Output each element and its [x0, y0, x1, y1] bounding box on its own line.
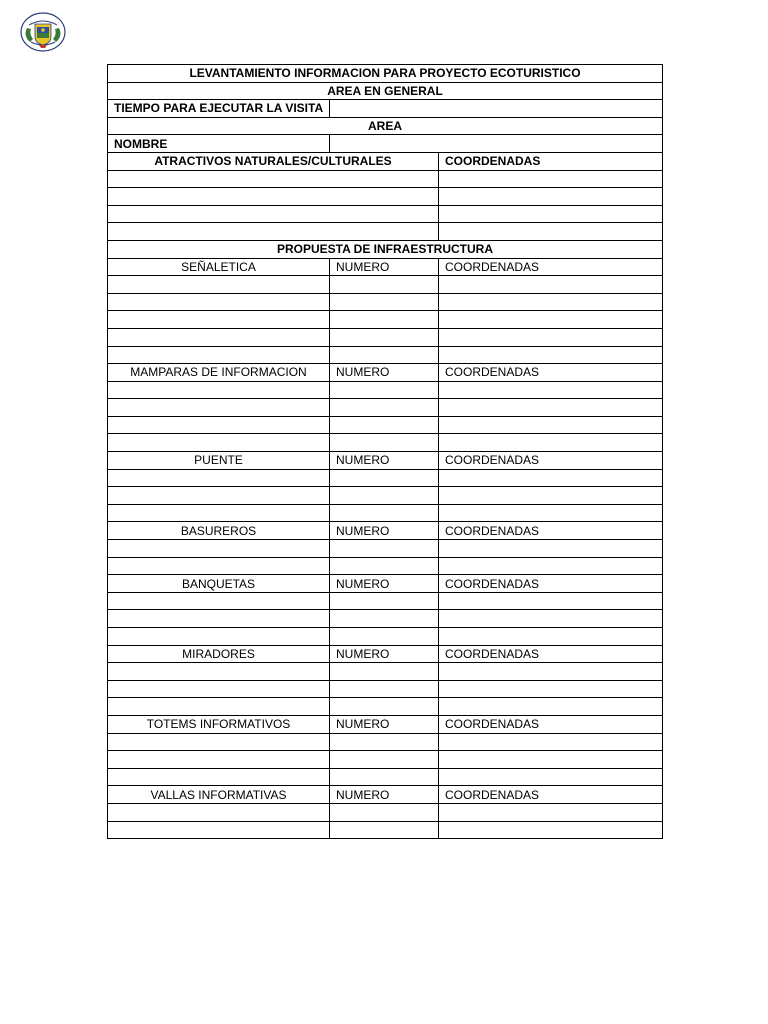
- coordenadas-header: COORDENADAS: [439, 452, 663, 470]
- numero-cell[interactable]: [330, 346, 439, 364]
- propuesta-heading: PROPUESTA DE INFRAESTRUCTURA: [108, 240, 663, 258]
- section-name: MIRADORES: [108, 645, 330, 663]
- section-header-row: [108, 645, 663, 663]
- section-entry-row: [108, 328, 663, 346]
- section-name: SEÑALETICA: [108, 258, 330, 276]
- item-cell[interactable]: [108, 487, 330, 505]
- section-entry-row: [108, 346, 663, 364]
- numero-cell[interactable]: [330, 311, 439, 329]
- coordenadas-cell[interactable]: [439, 540, 663, 558]
- coordenadas-cell[interactable]: [439, 346, 663, 364]
- numero-cell[interactable]: [330, 557, 439, 575]
- section-entry-row: [108, 821, 663, 839]
- tiempo-field[interactable]: [330, 100, 663, 118]
- item-cell[interactable]: [108, 416, 330, 434]
- section-entry-row: [108, 469, 663, 487]
- coordenadas-cell[interactable]: [439, 698, 663, 716]
- numero-header: NUMERO: [330, 452, 439, 470]
- section-entry-row: [108, 540, 663, 558]
- item-cell[interactable]: [108, 698, 330, 716]
- seal-logo: [20, 12, 66, 52]
- section-entry-row: [108, 768, 663, 786]
- section-entry-row: [108, 592, 663, 610]
- numero-header: NUMERO: [330, 364, 439, 382]
- atractivos-row: [108, 223, 663, 241]
- nombre-field[interactable]: [330, 135, 663, 153]
- numero-cell[interactable]: [330, 680, 439, 698]
- section-header-row: [108, 522, 663, 540]
- item-cell[interactable]: [108, 803, 330, 821]
- item-cell[interactable]: [108, 592, 330, 610]
- numero-cell[interactable]: [330, 293, 439, 311]
- item-cell[interactable]: [108, 557, 330, 575]
- numero-cell[interactable]: [330, 469, 439, 487]
- item-cell[interactable]: [108, 381, 330, 399]
- numero-header: NUMERO: [330, 522, 439, 540]
- coordenadas-cell[interactable]: [439, 768, 663, 786]
- atractivo-cell[interactable]: [108, 223, 439, 241]
- section-name: BASUREROS: [108, 522, 330, 540]
- survey-form-table: [107, 64, 663, 839]
- section-entry-row: [108, 276, 663, 294]
- section-name: VALLAS INFORMATIVAS: [108, 786, 330, 804]
- item-cell[interactable]: [108, 540, 330, 558]
- numero-cell[interactable]: [330, 328, 439, 346]
- numero-cell[interactable]: [330, 821, 439, 839]
- item-cell[interactable]: [108, 311, 330, 329]
- tiempo-label: TIEMPO PARA EJECUTAR LA VISITA: [108, 100, 330, 118]
- section-entry-row: [108, 399, 663, 417]
- coordenadas-header: COORDENADAS: [439, 364, 663, 382]
- coordenadas-cell[interactable]: [439, 803, 663, 821]
- coordenadas-cell[interactable]: [439, 434, 663, 452]
- section-entry-row: [108, 680, 663, 698]
- numero-header: NUMERO: [330, 575, 439, 593]
- form-title: LEVANTAMIENTO INFORMACION PARA PROYECTO ECOTURISTICO: [108, 65, 663, 83]
- section-entry-row: [108, 311, 663, 329]
- section-entry-row: [108, 698, 663, 716]
- item-cell[interactable]: [108, 751, 330, 769]
- coordenadas-cell[interactable]: [439, 416, 663, 434]
- numero-cell[interactable]: [330, 803, 439, 821]
- atractivos-header: ATRACTIVOS NATURALES/CULTURALES: [108, 152, 439, 170]
- section-entry-row: [108, 663, 663, 681]
- coordenadas-cell[interactable]: [439, 223, 663, 241]
- coordenadas-cell[interactable]: [439, 328, 663, 346]
- atractivo-cell[interactable]: [108, 170, 439, 188]
- coordenadas-cell[interactable]: [439, 381, 663, 399]
- item-cell[interactable]: [108, 346, 330, 364]
- numero-cell[interactable]: [330, 276, 439, 294]
- section-name: PUENTE: [108, 452, 330, 470]
- numero-header: NUMERO: [330, 715, 439, 733]
- numero-cell[interactable]: [330, 768, 439, 786]
- coordenadas-cell[interactable]: [439, 610, 663, 628]
- coordenadas-header: COORDENADAS: [439, 522, 663, 540]
- nombre-label: NOMBRE: [108, 135, 330, 153]
- section-entry-row: [108, 504, 663, 522]
- section-header-row: [108, 715, 663, 733]
- item-cell[interactable]: [108, 276, 330, 294]
- section-header-row: [108, 786, 663, 804]
- coordenadas-cell[interactable]: [439, 504, 663, 522]
- coordenadas-cell[interactable]: [439, 487, 663, 505]
- coordenadas-cell[interactable]: [439, 469, 663, 487]
- item-cell[interactable]: [108, 504, 330, 522]
- section-entry-row: [108, 434, 663, 452]
- numero-cell[interactable]: [330, 434, 439, 452]
- area-general-heading: AREA EN GENERAL: [108, 82, 663, 100]
- item-cell[interactable]: [108, 399, 330, 417]
- section-name: TOTEMS INFORMATIVOS: [108, 715, 330, 733]
- coordenadas-header: COORDENADAS: [439, 786, 663, 804]
- item-cell[interactable]: [108, 628, 330, 646]
- numero-cell[interactable]: [330, 399, 439, 417]
- item-cell[interactable]: [108, 469, 330, 487]
- section-entry-row: [108, 416, 663, 434]
- coordenadas-cell[interactable]: [439, 663, 663, 681]
- numero-cell[interactable]: [330, 698, 439, 716]
- numero-cell[interactable]: [330, 540, 439, 558]
- section-name: MAMPARAS DE INFORMACION: [108, 364, 330, 382]
- numero-cell[interactable]: [330, 487, 439, 505]
- atractivo-cell[interactable]: [108, 188, 439, 206]
- coordenadas-cell[interactable]: [439, 821, 663, 839]
- atractivo-cell[interactable]: [108, 205, 439, 223]
- coordenadas-header: COORDENADAS: [439, 258, 663, 276]
- area-heading: AREA: [108, 117, 663, 135]
- coordenadas-cell[interactable]: [439, 557, 663, 575]
- section-header-row: [108, 452, 663, 470]
- coordenadas-cell[interactable]: [439, 188, 663, 206]
- coordenadas-header: COORDENADAS: [439, 645, 663, 663]
- item-cell[interactable]: [108, 293, 330, 311]
- numero-cell[interactable]: [330, 610, 439, 628]
- coordenadas-cell[interactable]: [439, 311, 663, 329]
- coordenadas-cell[interactable]: [439, 170, 663, 188]
- coordenadas-cell[interactable]: [439, 751, 663, 769]
- atractivos-row: [108, 170, 663, 188]
- coordenadas-header: COORDENADAS: [439, 715, 663, 733]
- numero-cell[interactable]: [330, 751, 439, 769]
- section-entry-row: [108, 610, 663, 628]
- section-entry-row: [108, 733, 663, 751]
- coordenadas-cell[interactable]: [439, 628, 663, 646]
- item-cell[interactable]: [108, 680, 330, 698]
- item-cell[interactable]: [108, 768, 330, 786]
- coordenadas-cell[interactable]: [439, 733, 663, 751]
- section-entry-row: [108, 803, 663, 821]
- item-cell[interactable]: [108, 434, 330, 452]
- section-entry-row: [108, 557, 663, 575]
- section-header-row: [108, 258, 663, 276]
- numero-cell[interactable]: [330, 592, 439, 610]
- numero-cell[interactable]: [330, 663, 439, 681]
- numero-cell[interactable]: [330, 628, 439, 646]
- section-name: BANQUETAS: [108, 575, 330, 593]
- coordenadas-cell[interactable]: [439, 680, 663, 698]
- item-cell[interactable]: [108, 328, 330, 346]
- coordenadas-cell[interactable]: [439, 592, 663, 610]
- numero-cell[interactable]: [330, 733, 439, 751]
- numero-header: NUMERO: [330, 786, 439, 804]
- coordenadas-cell[interactable]: [439, 276, 663, 294]
- numero-header: NUMERO: [330, 258, 439, 276]
- section-entry-row: [108, 628, 663, 646]
- numero-cell[interactable]: [330, 416, 439, 434]
- coordenadas-cell[interactable]: [439, 205, 663, 223]
- numero-header: NUMERO: [330, 645, 439, 663]
- section-entry-row: [108, 487, 663, 505]
- coordenadas-header: COORDENADAS: [439, 575, 663, 593]
- coordenadas-cell[interactable]: [439, 399, 663, 417]
- section-entry-row: [108, 293, 663, 311]
- item-cell[interactable]: [108, 663, 330, 681]
- section-header-row: [108, 364, 663, 382]
- section-entry-row: [108, 751, 663, 769]
- atractivos-coordenadas-header: COORDENADAS: [439, 152, 663, 170]
- item-cell[interactable]: [108, 733, 330, 751]
- coordenadas-cell[interactable]: [439, 293, 663, 311]
- numero-cell[interactable]: [330, 504, 439, 522]
- atractivos-row: [108, 205, 663, 223]
- numero-cell[interactable]: [330, 381, 439, 399]
- section-entry-row: [108, 381, 663, 399]
- item-cell[interactable]: [108, 821, 330, 839]
- atractivos-row: [108, 188, 663, 206]
- section-header-row: [108, 575, 663, 593]
- item-cell[interactable]: [108, 610, 330, 628]
